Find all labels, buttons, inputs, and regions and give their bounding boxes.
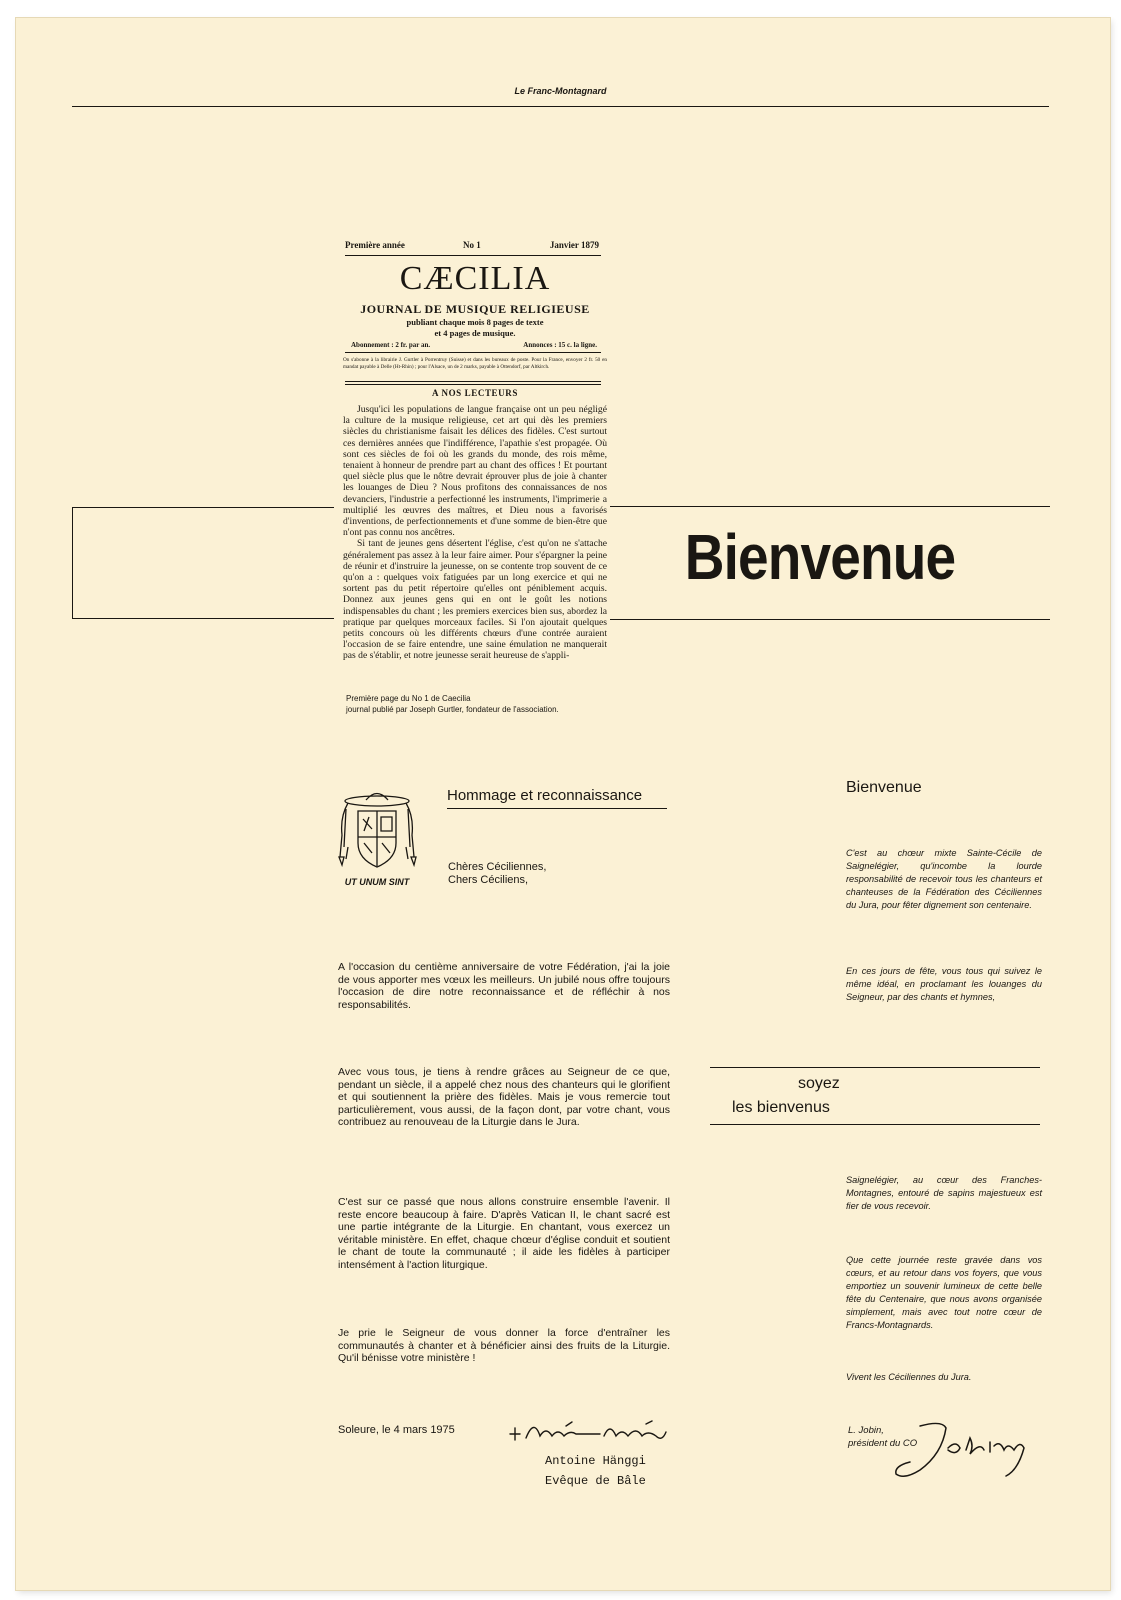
banner-right-rule-top [610, 506, 1050, 507]
clipping-masthead-line [343, 240, 607, 254]
letter-paragraph: Avec vous tous, je tiens à rendre grâces au Seigneur de ce que, pendant un siècle, il a appelé chez nous des chanteurs qui le glorifient et qui soutiennent la prière des fidèles. Mais je vous remercie tout particulièrement, vous aussi, de la façon dont, par votre chant, vous contribuez au renouveau de la Liturgie dans le Jura. [338, 1066, 670, 1128]
clipping-year: Première année [345, 240, 405, 250]
running-head: Le Franc-Montagnard [514, 86, 607, 96]
soyez-heading [710, 1072, 1040, 1120]
clipping-body [343, 404, 607, 662]
soyez-rule-top [710, 1067, 1040, 1068]
signer-name: L. Jobin, [848, 1425, 884, 1436]
banner-left-rule-side [72, 507, 73, 619]
bishop-signature-block [545, 1451, 646, 1491]
salutation-line1: Chères Céciliennes, [448, 861, 547, 873]
banner-title: Bienvenue [684, 521, 956, 593]
welcome-title: Bienvenue [846, 779, 922, 796]
letter-paragraph: A l'occasion du centième anniversaire de votre Fédération, j'ai la joie de vous apporter mes vœux les meilleurs. Un jubilé nous offre toujours l'occasion de dire notre reconnaissance et de réfléchir à nos responsabilités. [338, 961, 670, 1011]
clipping-subscription-price: Abonnement : 2 fr. par an. [351, 341, 431, 349]
clipping-subtitle: JOURNAL DE MUSIQUE RELIGIEUSE [360, 302, 590, 316]
clipping-ads-price: Annonces : 15 c. la ligne. [523, 341, 597, 349]
soyez-line1: soyez [798, 1075, 840, 1092]
letter-place-date: Soleure, le 4 mars 1975 [338, 1424, 455, 1436]
soyez-rule-bottom [710, 1124, 1040, 1125]
letter-paragraph: Je prie le Seigneur de vous donner la force d'entraîner les communautés à chanter et à bénéficier ainsi des fruits de la Liturgie. Qu'il bénisse votre ministère ! [338, 1327, 670, 1364]
clipping-rule-1 [345, 255, 601, 256]
clipping-publication-line1: publiant chaque mois 8 pages de texte [406, 317, 544, 327]
welcome-paragraph: En ces jours de fête, vous tous qui suivez le même idéal, en proclamant les louanges du Seigneur, par des chants et hymnes, [846, 966, 1042, 1002]
coat-motto: UT UNUM SINT [344, 877, 410, 887]
soyez-line2: les bienvenus [732, 1099, 830, 1116]
header-rule [72, 106, 1049, 107]
hommage-title-underline [447, 808, 667, 809]
signer-role: président du CO [848, 1438, 918, 1449]
signature-jobin-icon [890, 1418, 1042, 1482]
clipping-rule-4 [345, 384, 601, 385]
clipping-paragraph: Si tant de jeunes gens désertent l'église, c'est qu'on ne s'attache généralement pas assez à la leur faire aimer. Pour s'épargner la peine de réunir et d'instruire la jeunesse, on se contente trop souvent de ce qu'on a : quelques voix fatiguées par un long exercice et qui ne sortent pas du petit répertoire qu'elles ont péniblement acquis. Donnez aux jeunes gens qui en ont le goût les notions indispensables du chant ; les premiers exercices bien sus, abordez la pratique par quelques morceaux faciles. Si l'on ajoutait quelques petits concours où les différents chœurs d'une contrée auraient l'occasion de se faire entendre, une saine émulation ne manquerait pas de s'établir, et notre jeunesse serait heureuse de s'appli- [343, 538, 607, 662]
clipping-publication-info [343, 317, 607, 339]
clipping-caption [346, 693, 616, 715]
clipping-paragraph: Jusqu'ici les populations de langue française ont un peu négligé la culture de la musique religieuse, cet art qui dès les premiers siècles du christianisme faisait les délices des fidèles. C'est surtout ces dernières années que l'indifférence, l'apathie s'est propagée. Où sont ces siècles de foi où les grands du monde, des rois même, tenaient à honneur de prendre part au chant des offices ! Et pourtant quel siècle plus que le nôtre devrait éprouver plus de joie à chanter les louanges de Dieu ? Nous profitons des connaissances de nos devanciers, l'industrie a perfectionné les instruments, l'imprimerie a multiplié les œuvres des maîtres, et Dieu nous a favorisés d'inventions, de perfectionnements et d'une somme de bien-être que n'ont pas connu nos ancêtres. [343, 404, 607, 539]
welcome-paragraph: C'est au chœur mixte Sainte-Cécile de Saignelégier, qu'incombe la lourde responsabilité de recevoir tous les chanteurs et chanteuses de la Fédération des Céciliennes du Jura, pour fêter dignement son centenaire. [846, 848, 1042, 910]
bishop-role: Evêque de Bâle [545, 1474, 646, 1488]
clipping-issue: No 1 [463, 240, 481, 250]
clipping-publication-line2: et 4 pages de musique. [434, 328, 516, 338]
banner-right-rule-bottom [610, 619, 1050, 620]
clipping-date: Janvier 1879 [549, 240, 599, 250]
coat-of-arms-icon [336, 787, 418, 889]
banner-left-rule-bottom [72, 618, 334, 619]
clipping-heading: A NOS LECTEURS [432, 388, 518, 398]
clipping-title: CÆCILIA [399, 260, 551, 297]
salutation-line2: Chers Céciliens, [448, 874, 529, 886]
salutation [448, 861, 546, 887]
clipping-rule-3 [345, 381, 601, 382]
bishop-name: Antoine Hänggi [545, 1454, 646, 1468]
banner-left-rule-top [72, 507, 334, 508]
clipping-caption-line2: journal publié par Joseph Gurtler, fondateur de l'association. [346, 705, 559, 714]
welcome-paragraph: Vivent les Céciliennes du Jura. [846, 1372, 972, 1382]
clipping-rule-2 [345, 352, 601, 353]
signature-hanggi-icon [506, 1416, 676, 1446]
letter-paragraph: C'est sur ce passé que nous allons construire ensemble l'avenir. Il reste encore beaucoup à faire. D'après Vatican II, le chant sacré est une partie intégrante de la Liturgie. En chantant, vous exercez un véritable ministère. En effet, chaque chœur d'église conduit et soutient le chant de toute la communauté ; il aide les fidèles à participer intensément à l'action liturgique. [338, 1196, 670, 1271]
clipping-caption-line1: Première page du No 1 de Caecilia [346, 694, 471, 703]
clipping-subscribe-note: On s'abonne à la librairie J. Gurtler à Porrentruy (Suisse) et dans les bureaux de poste. Pour la France, envoyer 2 fr. 50 en mandat payable à Delle (Ht-Rhin) ; pour l'Alsace, un de 2 marks, payable à Ottendorf, par Altkirch. [343, 357, 607, 370]
welcome-paragraph: Saignelégier, au cœur des Franches-Montagnes, entouré de sapins majestueux est fier de vous recevoir. [846, 1175, 1042, 1211]
clipping-prices [343, 341, 607, 351]
hommage-title: Hommage et reconnaissance [447, 787, 643, 804]
welcome-paragraph: Que cette journée reste gravée dans vos cœurs, et au retour dans vos foyers, que vous emportiez un souvenir lumineux de cette belle fête du Centenaire, que nous avons organisée simplement, mais avec tout notre cœur de Francs-Montagnards. [846, 1255, 1042, 1330]
caecilia-clipping [343, 240, 613, 698]
